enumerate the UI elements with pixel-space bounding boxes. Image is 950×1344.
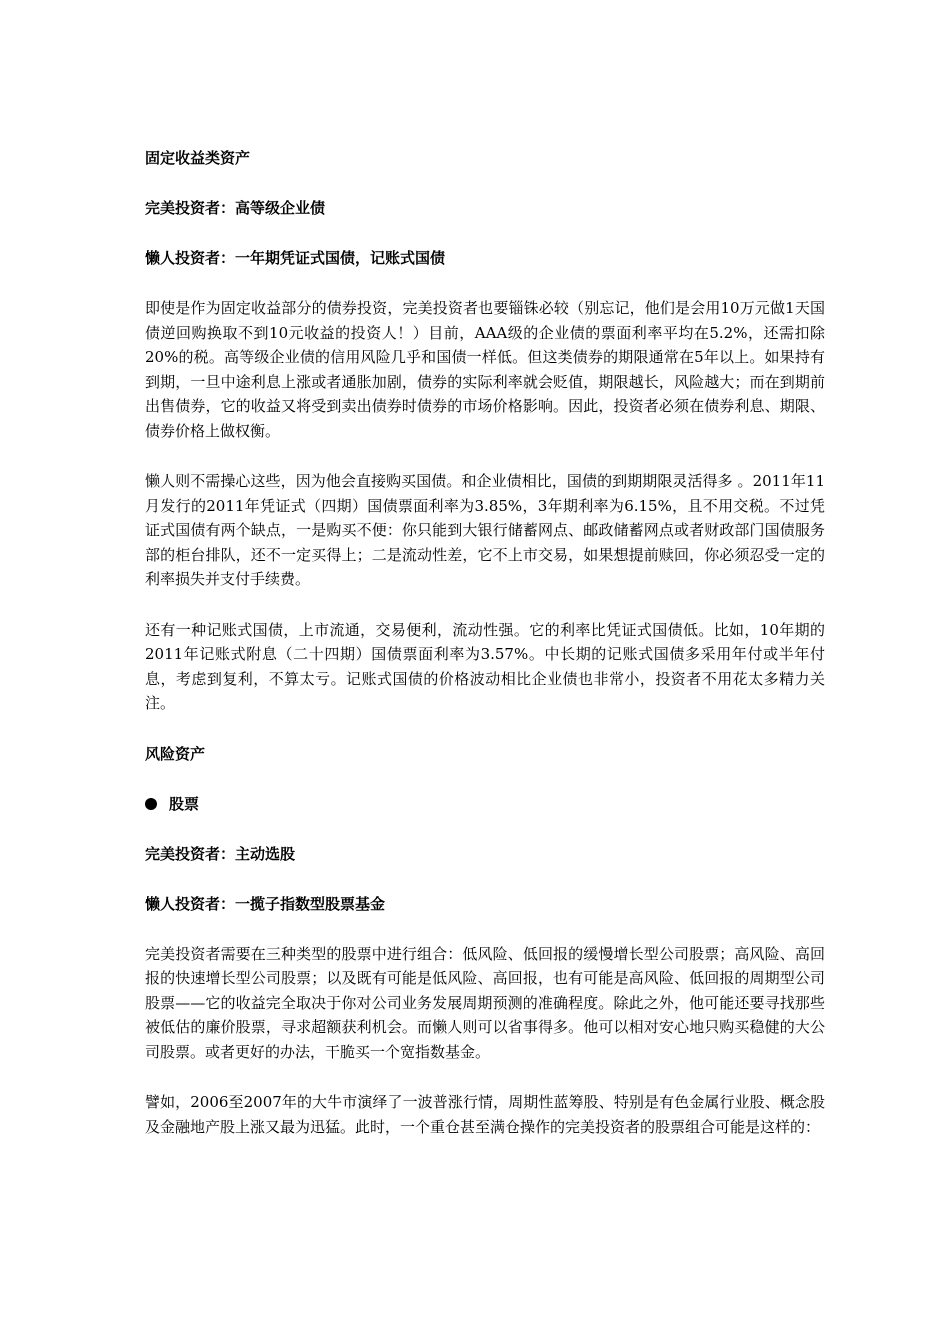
bullet-item-label: 股票 (169, 794, 200, 813)
risk-assets-paragraph-2: 譬如，2006至2007年的大牛市演绎了一波普涨行情，周期性蓝筹股、特别是有色金属行业股、概念股及金融地产股上涨又最为迅猛。此时，一个重仓甚至满仓操作的完美投资者的股票组合可能是这样的： (145, 1093, 825, 1136)
bullet-item-stocks (145, 792, 825, 816)
fixed-income-paragraph-2: 懒人则不需操心这些，因为他会直接购买国债。和企业债相比，国债的到期期限灵活得多 。2011年11月发行的2011年凭证式（四期）国债票面利率为3.85%，3年期利率为6.15%，且不用交税。不过凭证式国债有两个缺点，一是购买不便：你只能到大银行储蓄网点、邮政储蓄网点或者财政部门国债服务部的柜台排队，还不一定买得上；二是流动性差，它不上市交易，如果想提前赎回，你必须忍受一定的利率损失并支付手续费。 (145, 472, 825, 588)
perfect-investor-stock-heading: 完美投资者：主动选股 (145, 844, 296, 863)
lazy-investor-bond-heading: 懒人投资者：一年期凭证式国债，记账式国债 (145, 249, 446, 267)
section-title-fixed-income: 固定收益类资产 (145, 149, 251, 167)
fixed-income-paragraph-3: 还有一种记账式国债，上市流通，交易便利，流动性强。它的利率比凭证式国债低。比如，10年期的2011年记账式附息（二十四期）国债票面利率为3.57%。中长期的记账式国债多采用年付或半年付息，考虑到复利，不算太亏。记账式国债的价格波动相比企业债也非常小，投资者不用花太多精力关注。 (145, 620, 825, 712)
bullet-icon (145, 798, 157, 810)
document-page (145, 146, 825, 1165)
section-title-risk-assets: 风险资产 (145, 744, 206, 763)
perfect-investor-bond-heading: 完美投资者：高等级企业债 (145, 199, 326, 217)
risk-assets-paragraph-1: 完美投资者需要在三种类型的股票中进行组合：低风险、低回报的缓慢增长型公司股票；高风险、高回报的快速增长型公司股票；以及既有可能是低风险、高回报，也有可能是高风险、低回报的周期型公司股票——它的收益完全取决于你对公司业务发展周期预测的准确程度。除此之外，他可能还要寻找那些被低估的廉价股票，寻求超额获利机会。而懒人则可以省事得多。他可以相对安心地只购买稳健的大公司股票。或者更好的办法，干脆买一个宽指数基金。 (145, 944, 825, 1061)
lazy-investor-stock-heading: 懒人投资者：一揽子指数型股票基金 (145, 894, 386, 913)
fixed-income-paragraph-1: 即使是作为固定收益部分的债券投资，完美投资者也要锱铢必较（别忘记，他们是会用10万元做1天国债逆回购换取不到10元收益的投资人！）目前，AAA级的企业债的票面利率平均在5.2%，还需扣除20%的税。高等级企业债的信用风险几乎和国债一样低。但这类债券的期限通常在5年以上。如果持有到期，一旦中途利息上涨或者通胀加剧，债券的实际利率就会贬值，期限越长，风险越大；而在到期前出售债券，它的收益又将受到卖出债券时债券的市场价格影响。因此，投资者必须在债券利息、期限、债券价格上做权衡。 (145, 299, 825, 440)
